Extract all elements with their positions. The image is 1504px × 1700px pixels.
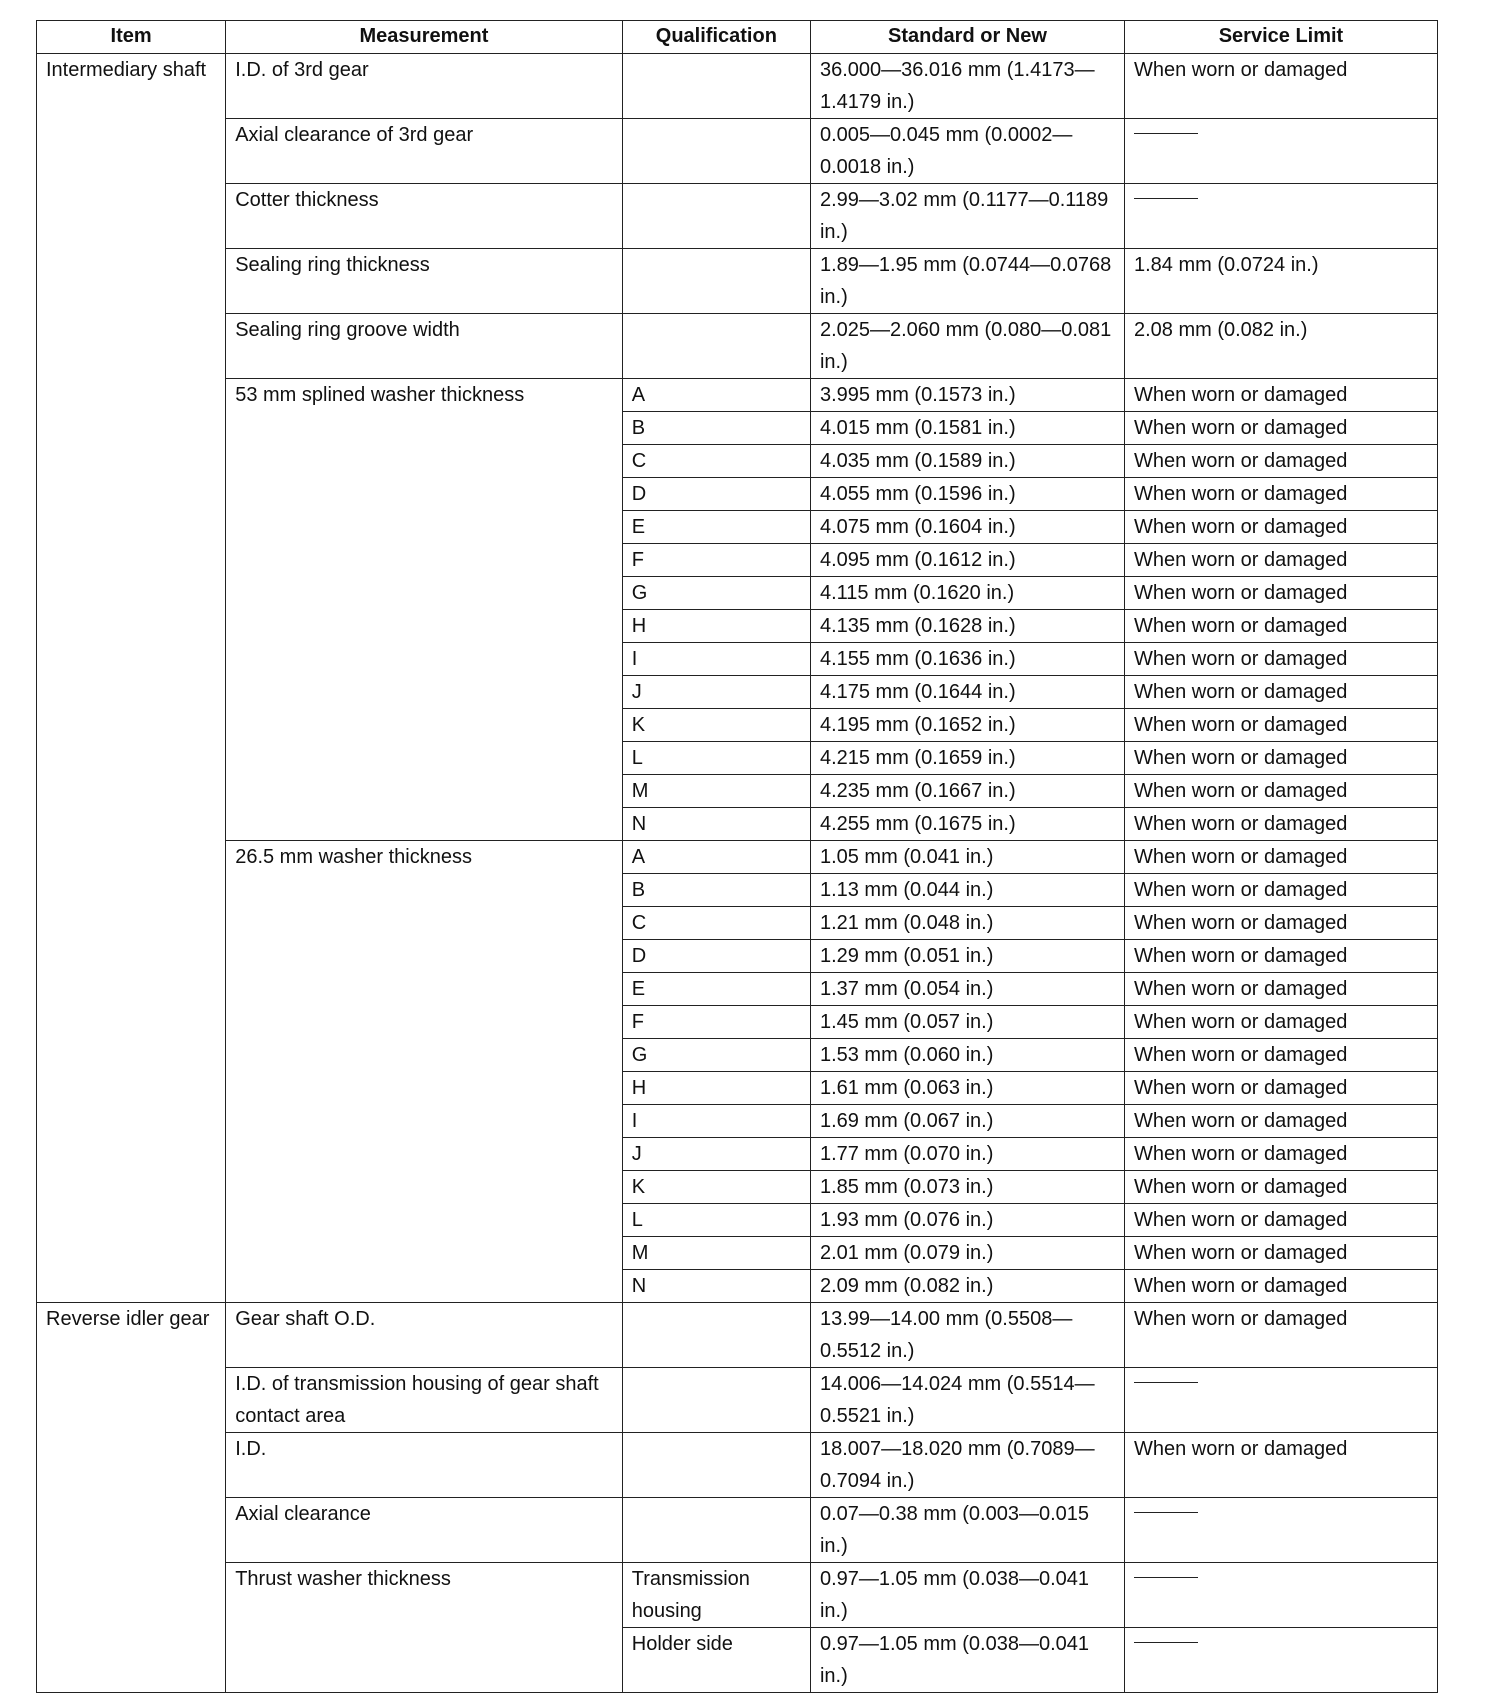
qualification-cell: G [622,1039,810,1072]
measurement-cell: Sealing ring groove width [226,314,623,379]
table-row [37,249,1438,314]
service-limit-cell: When worn or damaged [1124,1270,1437,1303]
qualification-cell [622,249,810,314]
dash-mark [1134,198,1198,199]
header-standard: Standard or New [810,21,1124,54]
standard-cell: 4.015 mm (0.1581 in.) [810,412,1124,445]
standard-cell: 1.37 mm (0.054 in.) [810,973,1124,1006]
standard-cell: 4.055 mm (0.1596 in.) [810,478,1124,511]
dash-mark [1134,1382,1198,1383]
qualification-cell [622,1498,810,1563]
qualification-cell [622,1368,810,1433]
service-limit-cell: When worn or damaged [1124,742,1437,775]
service-limit-cell: When worn or damaged [1124,1039,1437,1072]
measurement-cell: Axial clearance [226,1498,623,1563]
standard-cell: 4.155 mm (0.1636 in.) [810,643,1124,676]
qualification-cell: E [622,973,810,1006]
service-limit-cell: When worn or damaged [1124,1433,1437,1498]
header-qualification: Qualification [622,21,810,54]
standard-cell: 0.97—1.05 mm (0.038—0.041 in.) [810,1628,1124,1693]
service-limit-cell: When worn or damaged [1124,54,1437,119]
dash-mark [1134,133,1198,134]
standard-cell: 4.195 mm (0.1652 in.) [810,709,1124,742]
service-limit-cell [1124,184,1437,249]
service-limit-cell: 2.08 mm (0.082 in.) [1124,314,1437,379]
qualification-cell: D [622,478,810,511]
qualification-cell: B [622,874,810,907]
table-row [37,184,1438,249]
service-limit-cell: When worn or damaged [1124,544,1437,577]
service-limit-cell [1124,1563,1437,1628]
table-row [37,1368,1438,1433]
qualification-cell: C [622,907,810,940]
qualification-cell: B [622,412,810,445]
service-limit-cell: When worn or damaged [1124,412,1437,445]
qualification-cell [622,1433,810,1498]
table-row [37,841,1438,874]
service-limit-cell: When worn or damaged [1124,577,1437,610]
qualification-cell: A [622,379,810,412]
service-limit-cell: When worn or damaged [1124,643,1437,676]
measurement-cell: 53 mm splined washer thickness [226,379,623,841]
service-limit-cell: When worn or damaged [1124,1006,1437,1039]
qualification-cell: F [622,1006,810,1039]
header-service-limit: Service Limit [1124,21,1437,54]
header-row [37,21,1438,54]
measurement-cell: Axial clearance of 3rd gear [226,119,623,184]
table-row [37,1303,1438,1368]
qualification-cell: N [622,1270,810,1303]
qualification-cell: K [622,709,810,742]
table-row [37,119,1438,184]
measurement-cell: Sealing ring thickness [226,249,623,314]
item-cell: Intermediary shaft [37,54,226,1303]
standard-cell: 4.095 mm (0.1612 in.) [810,544,1124,577]
table-row [37,1433,1438,1498]
standard-cell: 36.000—36.016 mm (1.4173—1.4179 in.) [810,54,1124,119]
spec-body [37,54,1438,1693]
qualification-cell: C [622,445,810,478]
standard-cell: 1.29 mm (0.051 in.) [810,940,1124,973]
standard-cell: 4.135 mm (0.1628 in.) [810,610,1124,643]
table-row [37,1563,1438,1628]
service-limit-cell [1124,119,1437,184]
standard-cell: 0.005—0.045 mm (0.0002—0.0018 in.) [810,119,1124,184]
qualification-cell: A [622,841,810,874]
standard-cell: 1.85 mm (0.073 in.) [810,1171,1124,1204]
table-row [37,379,1438,412]
qualification-cell [622,54,810,119]
header-measurement: Measurement [226,21,623,54]
qualification-cell [622,314,810,379]
service-limit-cell: When worn or damaged [1124,511,1437,544]
service-limit-cell: When worn or damaged [1124,907,1437,940]
service-limit-cell: When worn or damaged [1124,478,1437,511]
qualification-cell: L [622,1204,810,1237]
qualification-cell: J [622,1138,810,1171]
service-limit-cell [1124,1498,1437,1563]
standard-cell: 4.075 mm (0.1604 in.) [810,511,1124,544]
standard-cell: 2.09 mm (0.082 in.) [810,1270,1124,1303]
service-limit-cell: When worn or damaged [1124,775,1437,808]
standard-cell: 1.13 mm (0.044 in.) [810,874,1124,907]
standard-cell: 4.255 mm (0.1675 in.) [810,808,1124,841]
qualification-cell [622,184,810,249]
table-row [37,314,1438,379]
qualification-cell: Transmission housing [622,1563,810,1628]
service-limit-cell: When worn or damaged [1124,1303,1437,1368]
standard-cell: 2.01 mm (0.079 in.) [810,1237,1124,1270]
qualification-cell: D [622,940,810,973]
qualification-cell: H [622,610,810,643]
qualification-cell: Holder side [622,1628,810,1693]
standard-cell: 1.89—1.95 mm (0.0744—0.0768 in.) [810,249,1124,314]
qualification-cell: I [622,1105,810,1138]
measurement-cell: Thrust washer thickness [226,1563,623,1693]
service-limit-cell [1124,1628,1437,1693]
service-limit-cell: When worn or damaged [1124,1171,1437,1204]
dash-mark [1134,1577,1198,1578]
service-limit-cell: When worn or damaged [1124,379,1437,412]
qualification-cell: J [622,676,810,709]
standard-cell: 4.115 mm (0.1620 in.) [810,577,1124,610]
qualification-cell [622,1303,810,1368]
standard-cell: 2.025—2.060 mm (0.080—0.081 in.) [810,314,1124,379]
standard-cell: 1.05 mm (0.041 in.) [810,841,1124,874]
service-limit-cell: When worn or damaged [1124,709,1437,742]
measurement-cell: Cotter thickness [226,184,623,249]
standard-cell: 4.035 mm (0.1589 in.) [810,445,1124,478]
standard-cell: 0.07—0.38 mm (0.003—0.015 in.) [810,1498,1124,1563]
qualification-cell: H [622,1072,810,1105]
standard-cell: 4.235 mm (0.1667 in.) [810,775,1124,808]
spec-table [36,20,1438,1693]
standard-cell: 13.99—14.00 mm (0.5508—0.5512 in.) [810,1303,1124,1368]
qualification-cell: L [622,742,810,775]
table-row [37,54,1438,119]
dash-mark [1134,1512,1198,1513]
standard-cell: 1.53 mm (0.060 in.) [810,1039,1124,1072]
table-row [37,1498,1438,1563]
standard-cell: 1.69 mm (0.067 in.) [810,1105,1124,1138]
service-limit-cell: When worn or damaged [1124,610,1437,643]
standard-cell: 18.007—18.020 mm (0.7089—0.7094 in.) [810,1433,1124,1498]
service-limit-cell: When worn or damaged [1124,973,1437,1006]
measurement-cell: I.D. [226,1433,623,1498]
standard-cell: 1.45 mm (0.057 in.) [810,1006,1124,1039]
service-limit-cell [1124,1368,1437,1433]
standard-cell: 4.175 mm (0.1644 in.) [810,676,1124,709]
qualification-cell: K [622,1171,810,1204]
qualification-cell: E [622,511,810,544]
measurement-cell: Gear shaft O.D. [226,1303,623,1368]
qualification-cell: M [622,1237,810,1270]
standard-cell: 1.21 mm (0.048 in.) [810,907,1124,940]
service-limit-cell: When worn or damaged [1124,808,1437,841]
standard-cell: 1.93 mm (0.076 in.) [810,1204,1124,1237]
standard-cell: 1.77 mm (0.070 in.) [810,1138,1124,1171]
measurement-cell: I.D. of 3rd gear [226,54,623,119]
qualification-cell: N [622,808,810,841]
service-limit-cell: When worn or damaged [1124,1237,1437,1270]
measurement-cell: 26.5 mm washer thickness [226,841,623,1303]
dash-mark [1134,1642,1198,1643]
service-limit-cell: When worn or damaged [1124,841,1437,874]
qualification-cell [622,119,810,184]
standard-cell: 14.006—14.024 mm (0.5514—0.5521 in.) [810,1368,1124,1433]
standard-cell: 0.97—1.05 mm (0.038—0.041 in.) [810,1563,1124,1628]
qualification-cell: F [622,544,810,577]
service-limit-cell: 1.84 mm (0.0724 in.) [1124,249,1437,314]
measurement-cell: I.D. of transmission housing of gear shaft contact area [226,1368,623,1433]
service-limit-cell: When worn or damaged [1124,1138,1437,1171]
service-limit-cell: When worn or damaged [1124,1072,1437,1105]
service-limit-cell: When worn or damaged [1124,874,1437,907]
item-cell: Reverse idler gear [37,1303,226,1693]
qualification-cell: G [622,577,810,610]
qualification-cell: I [622,643,810,676]
header-item: Item [37,21,226,54]
standard-cell: 2.99—3.02 mm (0.1177—0.1189 in.) [810,184,1124,249]
standard-cell: 1.61 mm (0.063 in.) [810,1072,1124,1105]
service-limit-cell: When worn or damaged [1124,445,1437,478]
standard-cell: 4.215 mm (0.1659 in.) [810,742,1124,775]
service-limit-cell: When worn or damaged [1124,1204,1437,1237]
service-limit-cell: When worn or damaged [1124,676,1437,709]
service-limit-cell: When worn or damaged [1124,1105,1437,1138]
qualification-cell: M [622,775,810,808]
standard-cell: 3.995 mm (0.1573 in.) [810,379,1124,412]
service-limit-cell: When worn or damaged [1124,940,1437,973]
